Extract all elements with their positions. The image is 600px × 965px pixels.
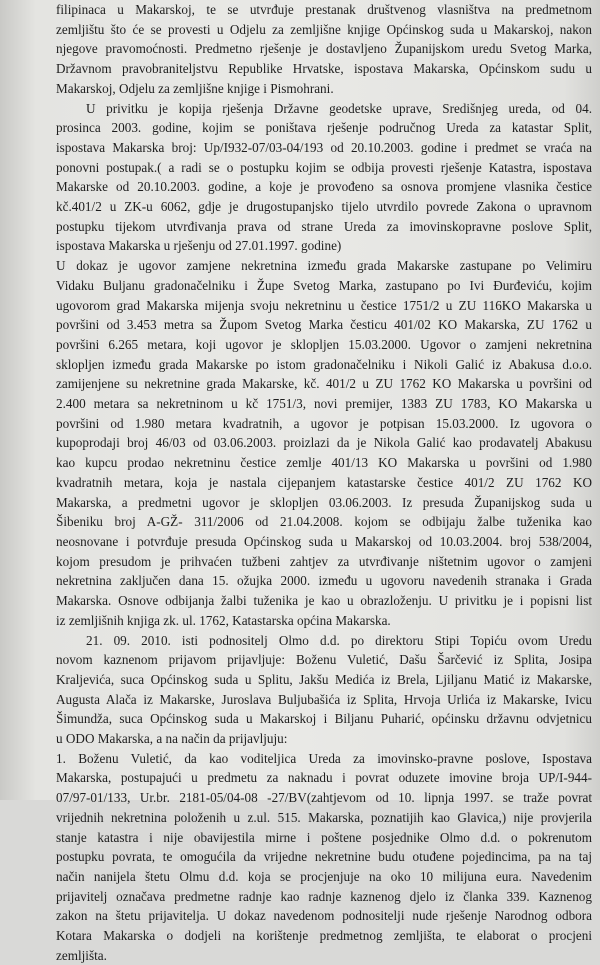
text-line: 2.400 metara sa nekretninom u kč 1751/3, novi premijer, 1383 ZU 1783, KO Makarska u bbox=[56, 396, 592, 412]
text-line: Državnom pravobraniteljstvu Republike Hrvatske, ispostava Makarska, Općinskom sudu u bbox=[56, 61, 592, 77]
text-line: Makarska, a predmetni ugovor je sklopljen 03.06.2003. Iz presuda Županijskog suda u bbox=[56, 494, 592, 510]
text-line: površini od 1.980 metara kvadratnih, a ugovor je potpisan 15.03.2000. Iz ugovora o bbox=[56, 415, 592, 431]
paragraph bbox=[56, 0, 592, 99]
text-line: zamijenjene su nekretnine grada Makarske, kč. 401/2 u ZU 1762 KO Makarska u površini od bbox=[56, 376, 592, 392]
text-line: Makarska, postupajući u predmetu za naknadu i povrat oduzete imovine broja UP/I-944- bbox=[56, 770, 592, 786]
text-line: površini 6.265 metara, koji ugovor je sklopljen 15.03.2000. Ugovor o zamjeni nekretnina bbox=[56, 336, 592, 352]
text-line: površini od 3.453 metra sa Župom Svetog Marka česticu 401/02 KO Makarska, ZU 1762 u bbox=[56, 317, 592, 333]
text-line: ispostava Makarska u rješenju od 27.01.1997. godine) bbox=[56, 238, 342, 254]
text-line: postupku tijekom utvrđivanja prava od strane Ureda za imovinskopravne poslove Split, bbox=[56, 218, 592, 234]
text-line: Kotara Makarska o dodjeli na korištenje predmetnog zemljišta, te elaborat o procjeni bbox=[56, 928, 592, 944]
paragraph bbox=[56, 99, 592, 257]
paragraph bbox=[56, 256, 592, 630]
text-line: Makarske od 20.10.2003. godine, a koje je provođeno sa osnova promjene vlasnika čestice bbox=[56, 179, 592, 195]
paragraph bbox=[56, 749, 592, 965]
text-line: Makarskoj, Odjelu za zemljišne knjige i Pismohrani. bbox=[56, 80, 334, 96]
text-line: kč.401/2 u ZK-u 6062, gdje je drugostupanjsko tijelo utvrdilo povrede Zakona o upravnom bbox=[56, 199, 592, 215]
text-line: iz zemljišnih knjiga zk. ul. 1762, Katastarska općina Makarska. bbox=[56, 612, 391, 628]
text-line: U dokaz je ugovor zamjene nekretnina između grada Makarske zastupane po Velimiru bbox=[56, 258, 592, 274]
text-line: kojom presudom je prihvaćen tužbeni zahtjev za utvrđivanje ništetnim ugovor o zamjeni bbox=[56, 553, 592, 569]
text-line: Makarska. Osnove odbijanja žalbi tuženika je kao u obrazloženju. U privitku je i popisni list bbox=[56, 593, 592, 609]
text-line: Šimundža, suca Općinskog suda u Makarskoj i Biljanu Puharić, općinsku državnu odvjetnicu bbox=[56, 711, 592, 727]
text-line: ugovorom grad Makarska mijenja svoju nekretninu u čestice 1751/2 u ZU 116KO Makarska u bbox=[56, 297, 592, 313]
text-line: kao kupcu prodao nekretninu čestice zemlje 401/13 KO Makarska u površini od 1.980 bbox=[56, 455, 592, 471]
text-line: 1. Boženu Vuletić, da kao voditeljica Ureda za imovinsko-pravne poslove, Ispostava bbox=[56, 750, 592, 766]
paragraph bbox=[56, 631, 592, 749]
text-line: ponovni postupak.( a radi se o postupku kojim se odbija provesti rješenje Katastra, ispostava bbox=[56, 159, 592, 175]
document-body bbox=[56, 0, 592, 965]
text-line: nekretnina zaključen dana 15. ožujka 2000. između u ugovoru navedenih stranaka i Grada bbox=[56, 573, 592, 589]
text-line: prosinca 2003. godine, kojim se poništava rješenje područnog Ureda za katastar Split, bbox=[56, 120, 592, 136]
text-line: način nanijela štetu Olmu d.d. koja se procjenjuje na oko 10 milijuna eura. Navedenim bbox=[56, 868, 592, 884]
text-line: 21. 09. 2010. isti podnositelj Olmo d.d. po direktoru Stipi Topiću ovom Uredu bbox=[86, 632, 592, 648]
text-line: zakon na štetu prijavitelja. U dokaz navedenom podnositelji nude rješenje Narodnog odbora bbox=[56, 908, 592, 924]
text-line: sklopljen između grada Makarske po istom gradonačelniku i Nikoli Galić iz Abakusa d.o.o. bbox=[56, 356, 592, 372]
text-line: Augusta Alača iz Makarske, Juroslava Buljubašića iz Splita, Hrvoja Urlića iz Makarske, Ivicu bbox=[56, 691, 592, 707]
text-line: novom kaznenom prijavom prijavljuje: Boženu Vuletić, Dašu Šarčević iz Splita, Josipa bbox=[56, 652, 592, 668]
text-line: neosnovane i potvrđuje presuda Općinskog suda u Makarskoj od 10.03.2004. broj 538/2004, bbox=[56, 533, 592, 549]
text-line: stanje katastra i nije obavijestila mirne i poštene posjednike Olmo d.d. o pokrenutom bbox=[56, 829, 592, 845]
text-line: kvadratnih metara, koja je nastala cijepanjem katastarske čestice 401/2 ZU 1762 KO bbox=[56, 474, 592, 490]
text-line: filipinaca u Makarskoj, te se utvrđuje prestanak društvenog vlasništva na predmetnom bbox=[56, 2, 592, 17]
text-line: Kraljevića, suca Općinskog suda u Splitu, Jakšu Medića iz Brela, Ljiljanu Matić iz Makarske, bbox=[56, 671, 592, 687]
text-line: zemljištu što će se provesti u Odjelu za zemljišne knjige Općinskog suda u Makarskoj, nakon bbox=[56, 21, 592, 37]
text-line: u ODO Makarska, a na način da prijavljuju: bbox=[56, 731, 288, 747]
text-line: Šibeniku broj A-GŽ- 311/2006 od 21.04.2008. kojom se odbijaju žalbe tuženika kao bbox=[56, 514, 592, 530]
text-line: vrijednih nekretnina položenih u z.ul. 515. Makarska, poznatijih kao Glavica,) nije provjerila bbox=[56, 809, 592, 825]
text-line: njegove pravomoćnosti. Predmetno rješenje je dostavljeno Županijskom uredu Svetog Marka, bbox=[56, 41, 592, 57]
text-line: ispostava Makarska broj: Up/I932-07/03-04/193 od 20.10.2003. godine i predmet se vraća na bbox=[56, 139, 592, 155]
text-line: Vidaku Buljanu gradonačelniku i Župe Svetog Marka, zastupano po Ivi Đurđeviću, kojim bbox=[56, 277, 592, 293]
text-line: zemljišta. bbox=[56, 947, 107, 963]
text-line: U privitku je kopija rješenja Državne geodetske uprave, Središnjeg ureda, od 04. bbox=[86, 100, 592, 116]
text-line: postupku povrata, te omogućila da vrijedne nekretnine budu otuđene pojedincima, pa na taj bbox=[56, 849, 592, 865]
text-line: kupoprodaji broj 46/03 od 03.06.2003. proizlazi da je Nikola Galić kao prodavatelj Abakusu bbox=[56, 435, 592, 451]
text-line: 07/97-01/133, Ur.br. 2181-05/04-08 -27/BV(zahtjevom od 10. lipnja 1997. se traže povrat bbox=[56, 790, 592, 806]
text-line: prijavitelj označava predmetne radnje kao radnje kaznenog djelo iz članka 339. Kaznenog bbox=[56, 888, 592, 904]
